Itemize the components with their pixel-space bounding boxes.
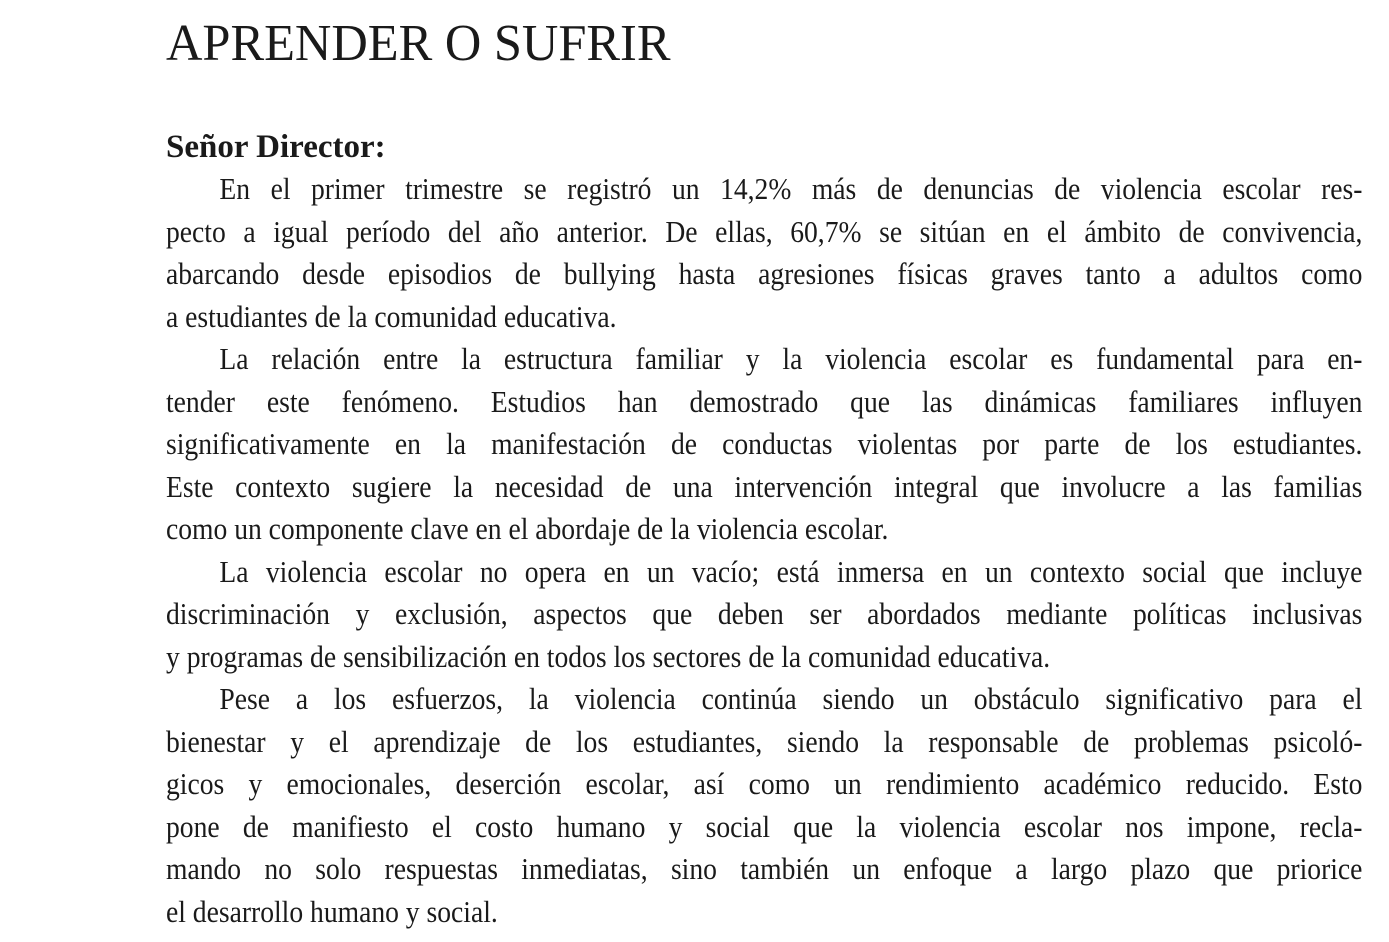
text-line: tender este fenómeno. Estudios han demostrado que las dinámicas familiares influyen	[166, 383, 1363, 419]
paragraph-3	[166, 551, 1362, 679]
headline: APRENDER O SUFRIR	[166, 15, 671, 72]
text-line: La violencia escolar no opera en un vacío; está inmersa en un contexto social que incluye	[219, 553, 1363, 589]
text-line: gicos y emocionales, deserción escolar, así como un rendimiento académico reducido. Esto	[166, 766, 1363, 801]
text-line: Pese a los esfuerzos, la violencia continúa siendo un obstáculo significativo para el	[219, 681, 1363, 716]
text-line: abarcando desde episodios de bullying hasta agresiones físicas graves tanto a adultos como	[166, 256, 1363, 291]
letter-body	[166, 168, 1362, 933]
text-line: el desarrollo humano y social.	[166, 893, 498, 929]
paragraph-2	[166, 338, 1362, 551]
text-line: La relación entre la estructura familiar y la violencia escolar es fundamental para en-	[219, 341, 1363, 376]
text-line: Este contexto sugiere la necesidad de una intervención integral que involucre a las familias	[166, 468, 1363, 504]
text-line: y programas de sensibilización en todos los sectores de la comunidad educativa.	[166, 638, 1051, 674]
text-line: bienestar y el aprendizaje de los estudiantes, siendo la responsable de problemas psicoló-	[166, 723, 1363, 759]
text-line: discriminación y exclusión, aspectos que deben ser abordados mediante políticas inclusivas	[166, 596, 1363, 631]
paragraph-1	[166, 168, 1362, 338]
text-line: mando no solo respuestas inmediatas, sino también un enfoque a largo plazo que priorice	[166, 851, 1363, 886]
paragraph-4	[166, 678, 1362, 933]
letter-page	[166, 14, 1362, 933]
text-line: pone de manifiesto el costo humano y social que la violencia escolar nos impone, recla-	[166, 808, 1363, 844]
text-line: En el primer trimestre se registró un 14,2% más de denuncias de violencia escolar res-	[219, 171, 1363, 206]
text-line: significativamente en la manifestación de conductas violentas por parte de los estudiantes.	[166, 426, 1363, 461]
text-line: pecto a igual período del año anterior. De ellas, 60,7% se sitúan en el ámbito de convivencia,	[166, 213, 1363, 249]
text-line: como un componente clave en el abordaje de la violencia escolar.	[166, 511, 889, 546]
text-line: a estudiantes de la comunidad educativa.	[166, 298, 617, 334]
salutation: Señor Director:	[166, 129, 386, 165]
